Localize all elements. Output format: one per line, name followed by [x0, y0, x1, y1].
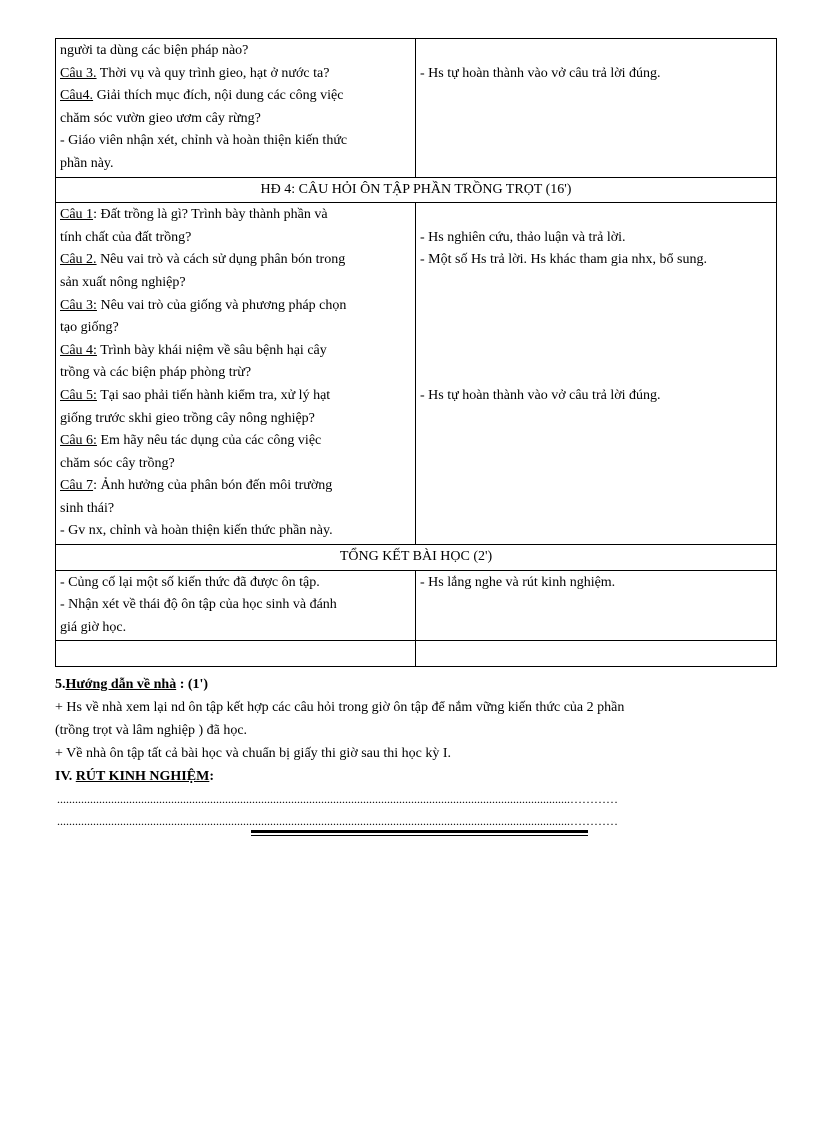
question-line [60, 85, 411, 108]
question-line [60, 453, 411, 476]
question-line [60, 295, 411, 318]
question-line [60, 40, 411, 63]
question-text: Nêu vai trò và cách sử dụng phân bón trong [96, 252, 346, 268]
question-text: Tại sao phải tiến hành kiểm tra, xử lý hạt [96, 387, 331, 403]
question-line [60, 108, 411, 131]
question-line [60, 249, 411, 272]
question-text: giống trước skhi gieo trồng cây nông nghiệp? [60, 410, 315, 426]
question-text: - Gv nx, chỉnh và hoàn thiện kiến thức phần này. [60, 523, 333, 539]
question-text: người ta dùng các biện pháp nào? [60, 43, 249, 58]
question-text: tạo giống? [60, 320, 119, 336]
table-cell-student: - Hs lắng nghe và rút kinh nghiệm. [416, 570, 777, 641]
table-row-section-header [56, 177, 777, 203]
question-text: Trình bày khái niệm về sâu bệnh hại cây [96, 342, 327, 358]
table-cell-empty [56, 641, 416, 667]
homework-line: (trồng trọt và lâm nghiệp ) đã học. [55, 723, 248, 739]
question-text: : Ảnh hưởng của phân bón đến môi trường [93, 478, 333, 494]
question-line [60, 153, 411, 176]
question-text: Giải thích mục đích, nội dung các công việc [93, 88, 344, 104]
question-number: Câu 4: [60, 342, 97, 358]
question-number: Câu4. [60, 88, 94, 104]
question-line [60, 227, 411, 250]
student-activity: - Hs nghiên cứu, thảo luận và trả lời. [420, 229, 626, 245]
review-dotted-line: ...........................................................................................................................................................................………… [57, 792, 618, 807]
review-dotted-line: ...........................................................................................................................................................................………… [57, 814, 618, 829]
table-cell-student [416, 39, 777, 178]
question-text: sản xuất nông nghiệp? [60, 274, 186, 290]
table-row-section-header [56, 545, 777, 571]
table-row-review-questions [56, 39, 777, 178]
lesson-table [55, 38, 777, 667]
question-line [60, 520, 411, 543]
homework-line: + Hs về nhà xem lại nd ôn tập kết hợp các câu hỏi trong giờ ôn tập để nắm vững kiến thức của 2 phần [55, 700, 625, 716]
page-content [55, 38, 777, 832]
question-number: Câu 3: [60, 297, 97, 313]
homework-heading: 5.Hướng dẫn về nhà : (1') [55, 677, 209, 693]
question-line [60, 430, 411, 453]
question-number: Câu 5: [60, 387, 97, 403]
question-line [60, 272, 411, 295]
question-line [60, 204, 411, 227]
question-number: Câu 1 [60, 207, 94, 223]
table-cell-teacher [56, 39, 416, 178]
question-line [60, 385, 411, 408]
question-text: chăm sóc cây trồng? [60, 455, 175, 471]
question-text: Thời vụ và quy trình gieo, hạt ở nước ta? [96, 65, 330, 81]
section-header-hd4: HĐ 4: CÂU HỎI ÔN TẬP PHẦN TRỒNG TRỌT (16') [56, 177, 777, 203]
question-text: : Đất trồng là gì? Trình bày thành phần và [93, 207, 328, 223]
question-line [60, 130, 411, 153]
section-header-summary: TỔNG KẾT BÀI HỌC (2') [56, 545, 777, 571]
question-text: phần này. [60, 155, 114, 171]
table-row-summary [56, 570, 777, 641]
question-text: sinh thái? [60, 500, 115, 516]
question-line [60, 317, 411, 340]
review-heading: IV. RÚT KINH NGHIỆM: [55, 769, 214, 785]
table-cell-teacher [56, 203, 416, 545]
table-row-empty [56, 641, 777, 667]
question-number: Câu 7 [60, 478, 94, 494]
homework-section [55, 673, 777, 832]
question-line [60, 408, 411, 431]
question-text: chăm sóc vườn gieo ươm cây rừng? [60, 110, 261, 126]
question-text: Nêu vai trò của giống và phương pháp chọn [96, 297, 347, 313]
question-line [60, 498, 411, 521]
question-line [60, 63, 411, 86]
table-cell-student [416, 203, 777, 545]
table-cell-teacher: - Củng cố lại một số kiến thức đã được ôn tập. - Nhận xét về thái độ ôn tập của học sinh và đánh giá giờ học. [56, 570, 416, 641]
question-line [60, 362, 411, 385]
table-row-cultivation-questions [56, 203, 777, 545]
student-activity: - Một số Hs trả lời. Hs khác tham gia nhx, bổ sung. [420, 252, 707, 268]
homework-line: + Về nhà ôn tập tất cả bài học và chuẩn bị giấy thi giờ sau thi học kỳ I. [55, 746, 452, 762]
student-activity: - Hs tự hoàn thành vào vở câu trả lời đúng. [420, 65, 661, 81]
question-line [60, 475, 411, 498]
student-activity: - Hs tự hoàn thành vào vở câu trả lời đúng. [420, 387, 661, 403]
table-cell-empty [416, 641, 777, 667]
question-number: Câu 6: [60, 433, 97, 449]
question-text: Em hãy nêu tác dụng của các công việc [96, 433, 322, 449]
question-number: Câu 2. [60, 252, 97, 268]
end-divider [251, 830, 588, 836]
question-text: trồng và các biện pháp phòng trừ? [60, 365, 252, 381]
question-text: tính chất của đất trồng? [60, 229, 192, 245]
question-line [60, 340, 411, 363]
question-text: - Giáo viên nhận xét, chỉnh và hoàn thiện kiến thức [60, 133, 348, 149]
question-number: Câu 3. [60, 65, 97, 81]
